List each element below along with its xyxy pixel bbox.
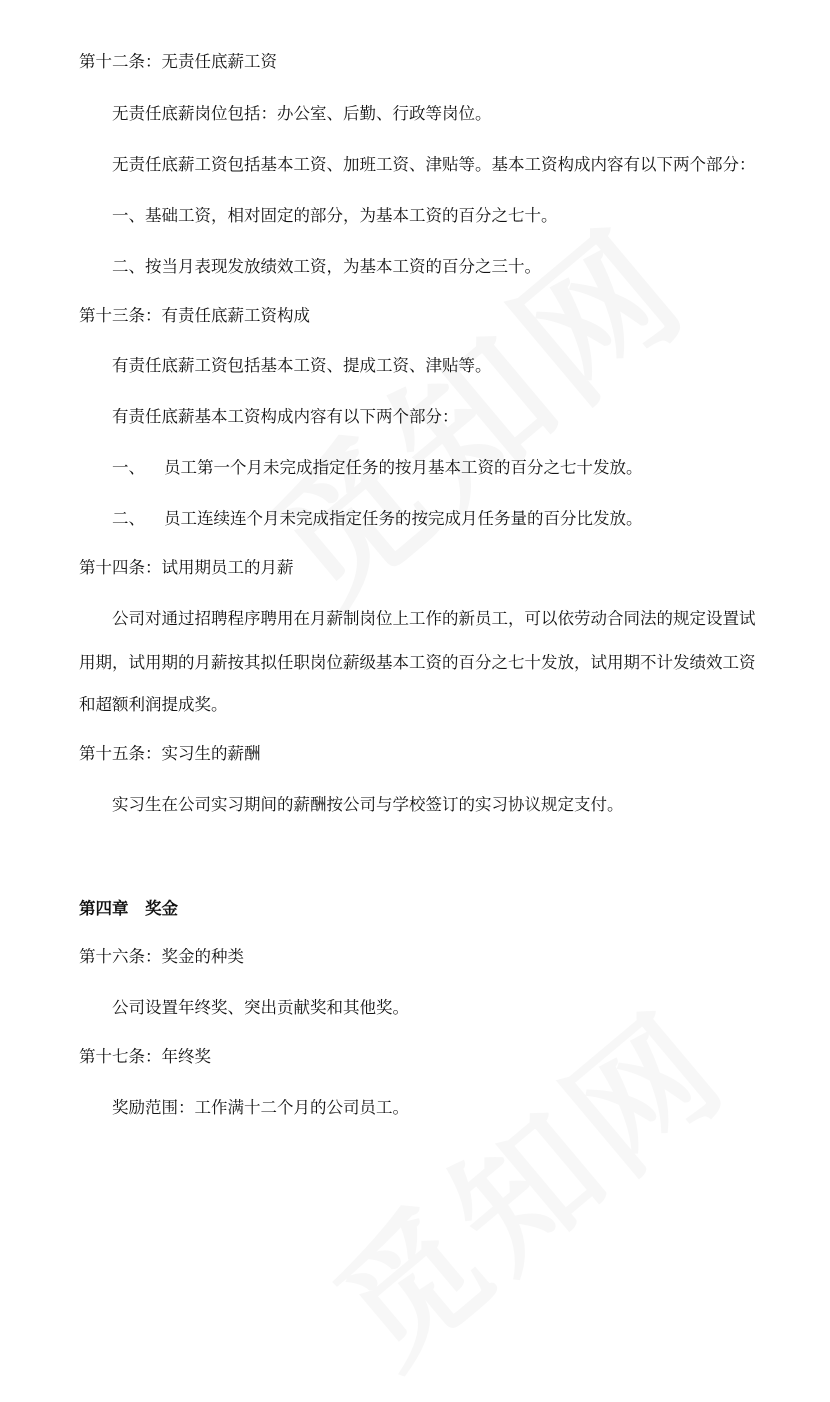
watermark-secondary [288, 959, 762, 1402]
article-12-paragraph-1: 无责任底薪岗位包括：办公室、后勤、行政等岗位。 [112, 104, 492, 123]
article-12-heading: 第十二条：无责任底薪工资 [79, 52, 277, 71]
article-13-list-item-2 [112, 508, 643, 530]
list-number: 二、 [112, 509, 145, 528]
chapter-4-heading: 第四章 奖金 [79, 899, 178, 918]
article-12-paragraph-4: 二、按当月表现发放绩效工资，为基本工资的百分之三十。 [112, 257, 541, 276]
article-13-paragraph-1: 有责任底薪工资包括基本工资、提成工资、津贴等。 [112, 356, 492, 375]
list-text: 员工第一个月未完成指定任务的按月基本工资的百分之七十发放。 [164, 458, 643, 477]
article-12-paragraph-2: 无责任底薪工资包括基本工资、加班工资、津贴等。基本工资构成内容有以下两个部分： [112, 155, 756, 174]
article-13-list-item-1 [112, 457, 643, 479]
article-15-paragraph-1: 实习生在公司实习期间的薪酬按公司与学校签订的实习协议规定支付。 [112, 795, 624, 814]
article-16-heading: 第十六条：奖金的种类 [79, 947, 244, 966]
article-12-paragraph-3: 一、基础工资，相对固定的部分，为基本工资的百分之七十。 [112, 206, 558, 225]
list-number: 一、 [112, 458, 145, 477]
article-13-paragraph-2: 有责任底薪基本工资构成内容有以下两个部分： [112, 407, 459, 426]
article-14-paragraph-line-3: 和超额利润提成奖。 [79, 695, 228, 714]
article-15-heading: 第十五条：实习生的薪酬 [79, 744, 261, 763]
article-14-paragraph-line-2: 用期，试用期的月薪按其拟任职岗位薪级基本工资的百分之七十发放，试用期不计发绩效工资 [79, 653, 756, 672]
article-16-paragraph-1: 公司设置年终奖、突出贡献奖和其他奖。 [112, 998, 409, 1017]
article-17-paragraph-1: 奖励范围：工作满十二个月的公司员工。 [112, 1098, 409, 1117]
article-17-heading: 第十七条：年终奖 [79, 1047, 211, 1066]
article-13-heading: 第十三条：有责任底薪工资构成 [79, 306, 310, 325]
article-14-heading: 第十四条：试用期员工的月薪 [79, 558, 294, 577]
list-text: 员工连续连个月未完成指定任务的按完成月任务量的百分比发放。 [164, 509, 643, 528]
article-14-paragraph-line-1: 公司对通过招聘程序聘用在月薪制岗位上工作的新员工，可以依劳动合同法的规定设置试 [112, 609, 756, 628]
